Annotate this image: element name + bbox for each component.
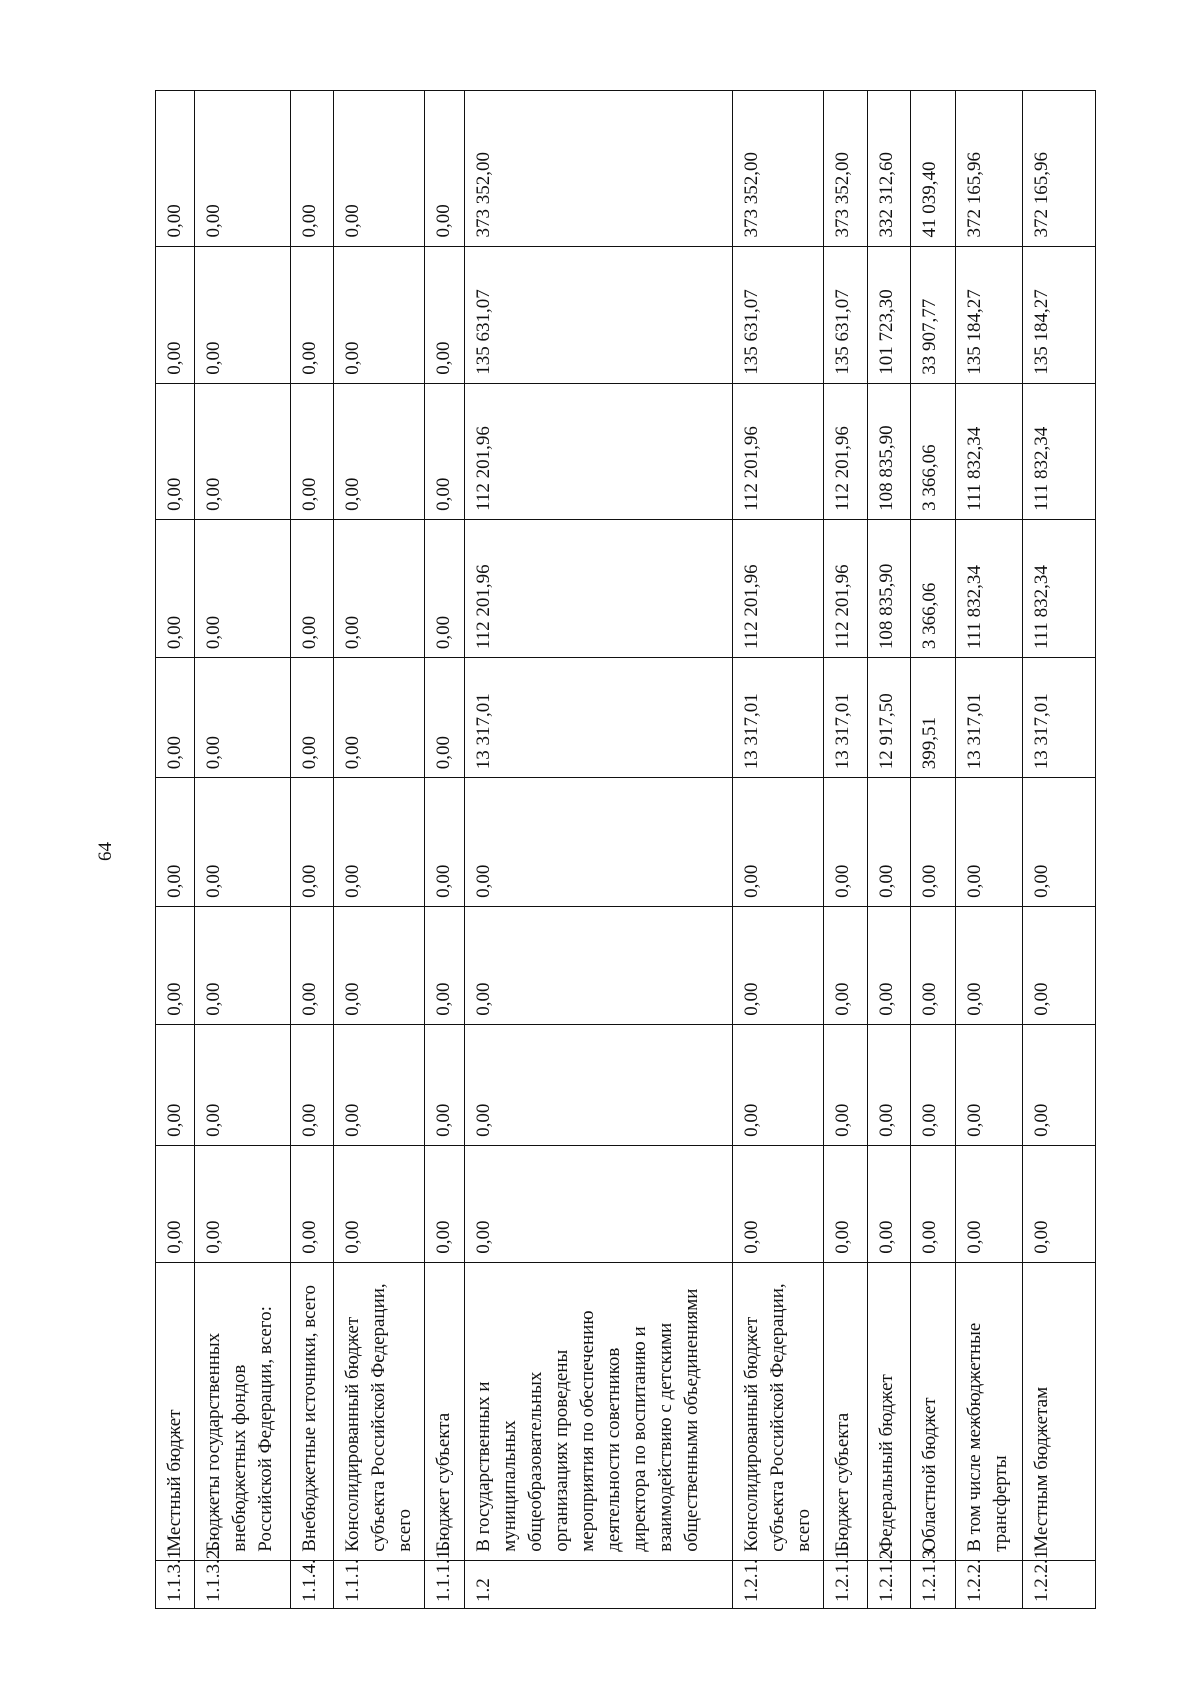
budget-table [155,90,1096,1609]
value-cell: 0,00 [195,383,291,519]
value-cell: 0,00 [334,906,425,1024]
value-cell: 112 201,96 [465,519,733,657]
value-cell: 0,00 [911,1024,956,1145]
row-name: Консолидированный бюджет субъекта Российской Федерации, всего [334,1262,425,1560]
table-row [195,91,291,1609]
value-cell: 0,00 [824,778,868,907]
value-cell: 41 039,40 [911,91,956,247]
value-cell: 0,00 [291,246,334,383]
value-cell: 0,00 [1023,1145,1096,1262]
value-cell: 0,00 [291,1145,334,1262]
value-cell: 0,00 [425,91,465,247]
value-cell: 0,00 [911,1145,956,1262]
value-cell: 108 835,90 [868,519,911,657]
value-cell: 0,00 [425,519,465,657]
value-cell: 0,00 [195,658,291,778]
row-code: 1.2.1.1. [824,1560,868,1608]
page-number: 64 [95,842,116,861]
value-cell: 0,00 [425,906,465,1024]
value-cell: 13 317,01 [824,658,868,778]
row-name: Консолидированный бюджет субъекта Российской Федерации, всего [733,1262,824,1560]
value-cell: 0,00 [1023,1024,1096,1145]
value-cell: 0,00 [291,383,334,519]
table-row [868,91,911,1609]
value-cell: 0,00 [291,778,334,907]
value-cell: 0,00 [195,778,291,907]
value-cell: 0,00 [1023,778,1096,907]
value-cell: 0,00 [291,658,334,778]
table-row [334,91,425,1609]
value-cell: 0,00 [465,778,733,907]
value-cell: 0,00 [824,1145,868,1262]
value-cell: 3 366,06 [911,383,956,519]
row-code: 1.1.4. [291,1560,334,1608]
value-cell: 101 723,30 [868,246,911,383]
value-cell: 135 184,27 [956,246,1023,383]
table-row [733,91,824,1609]
value-cell: 0,00 [465,1145,733,1262]
value-cell: 13 317,01 [733,658,824,778]
value-cell: 13 317,01 [956,658,1023,778]
value-cell: 0,00 [465,906,733,1024]
value-cell: 0,00 [334,383,425,519]
table-row [291,91,334,1609]
value-cell: 108 835,90 [868,383,911,519]
row-name: В государственных и муниципальных общеобразовательных организациях проведены мероприятия по обеспечению деятельности советников директора по воспитанию и взаимодействию с детскими общественными объединениями [465,1262,733,1560]
value-cell: 3 366,06 [911,519,956,657]
value-cell: 373 352,00 [824,91,868,247]
value-cell: 0,00 [156,1145,195,1262]
value-cell: 0,00 [425,383,465,519]
value-cell: 112 201,96 [824,519,868,657]
value-cell: 0,00 [425,778,465,907]
value-cell: 0,00 [291,91,334,247]
value-cell: 0,00 [291,906,334,1024]
row-code: 1.1.1.1. [425,1560,465,1608]
value-cell: 112 201,96 [733,519,824,657]
value-cell: 0,00 [156,658,195,778]
value-cell: 0,00 [1023,906,1096,1024]
table-row [1023,91,1096,1609]
row-code: 1.1.1. [334,1560,425,1608]
value-cell: 0,00 [334,1024,425,1145]
value-cell: 0,00 [156,246,195,383]
value-cell: 0,00 [334,246,425,383]
value-cell: 0,00 [956,906,1023,1024]
value-cell: 372 165,96 [1023,91,1096,247]
value-cell: 0,00 [156,906,195,1024]
value-cell: 0,00 [733,1145,824,1262]
value-cell: 373 352,00 [733,91,824,247]
table-row [425,91,465,1609]
value-cell: 0,00 [195,1024,291,1145]
value-cell: 0,00 [334,91,425,247]
value-cell: 0,00 [868,1145,911,1262]
value-cell: 0,00 [824,906,868,1024]
value-cell: 0,00 [868,1024,911,1145]
value-cell: 111 832,34 [1023,383,1096,519]
value-cell: 0,00 [868,906,911,1024]
value-cell: 399,51 [911,658,956,778]
row-name: Бюджеты государственных внебюджетных фондов Российской Федерации, всего: [195,1262,291,1560]
value-cell: 0,00 [291,519,334,657]
value-cell: 0,00 [291,1024,334,1145]
value-cell: 0,00 [195,519,291,657]
row-code: 1.2.1.3. [911,1560,956,1608]
value-cell: 0,00 [911,778,956,907]
value-cell: 0,00 [156,1024,195,1145]
value-cell: 111 832,34 [1023,519,1096,657]
row-code: 1.2.1.2 [868,1560,911,1608]
value-cell: 0,00 [195,91,291,247]
value-cell: 0,00 [195,246,291,383]
value-cell: 33 907,77 [911,246,956,383]
row-name: Местным бюджетам [1023,1262,1096,1560]
value-cell: 0,00 [956,1024,1023,1145]
row-name: Бюджет субъекта [824,1262,868,1560]
table-row [465,91,733,1609]
row-code: 1.2.2.1 [1023,1560,1096,1608]
row-name: Внебюджетные источники, всего [291,1262,334,1560]
value-cell: 0,00 [195,906,291,1024]
rotated-table-container [155,90,1145,1609]
value-cell: 0,00 [156,519,195,657]
value-cell: 135 184,27 [1023,246,1096,383]
value-cell: 0,00 [334,778,425,907]
value-cell: 0,00 [334,1145,425,1262]
value-cell: 0,00 [156,91,195,247]
table-row [156,91,195,1609]
value-cell: 112 201,96 [465,383,733,519]
row-code: 1.2 [465,1560,733,1608]
value-cell: 373 352,00 [465,91,733,247]
value-cell: 135 631,07 [465,246,733,383]
value-cell: 0,00 [156,383,195,519]
value-cell: 135 631,07 [733,246,824,383]
value-cell: 0,00 [156,778,195,907]
value-cell: 111 832,34 [956,519,1023,657]
value-cell: 0,00 [425,658,465,778]
value-cell: 0,00 [334,658,425,778]
row-code: 1.1.3.1 [156,1560,195,1608]
value-cell: 13 317,01 [465,658,733,778]
value-cell: 0,00 [733,778,824,907]
value-cell: 372 165,96 [956,91,1023,247]
value-cell: 135 631,07 [824,246,868,383]
row-code: 1.1.3.2. [195,1560,291,1608]
row-code: 1.2.1. [733,1560,824,1608]
table-row [911,91,956,1609]
value-cell: 12 917,50 [868,658,911,778]
value-cell: 0,00 [425,1145,465,1262]
value-cell: 112 201,96 [733,383,824,519]
value-cell: 112 201,96 [824,383,868,519]
value-cell: 0,00 [733,906,824,1024]
row-name: Областной бюджет [911,1262,956,1560]
value-cell: 111 832,34 [956,383,1023,519]
row-name: В том числе межбюджетные трансферты [956,1262,1023,1560]
value-cell: 0,00 [911,906,956,1024]
table-row [824,91,868,1609]
row-name: Местный бюджет [156,1262,195,1560]
value-cell: 0,00 [824,1024,868,1145]
value-cell: 0,00 [465,1024,733,1145]
value-cell: 0,00 [425,246,465,383]
value-cell: 0,00 [956,778,1023,907]
value-cell: 13 317,01 [1023,658,1096,778]
value-cell: 332 312,60 [868,91,911,247]
value-cell: 0,00 [733,1024,824,1145]
row-code: 1.2.2. [956,1560,1023,1608]
row-name: Бюджет субъекта [425,1262,465,1560]
value-cell: 0,00 [334,519,425,657]
value-cell: 0,00 [195,1145,291,1262]
table-row [956,91,1023,1609]
value-cell: 0,00 [868,778,911,907]
value-cell: 0,00 [956,1145,1023,1262]
value-cell: 0,00 [425,1024,465,1145]
row-name: Федеральный бюджет [868,1262,911,1560]
